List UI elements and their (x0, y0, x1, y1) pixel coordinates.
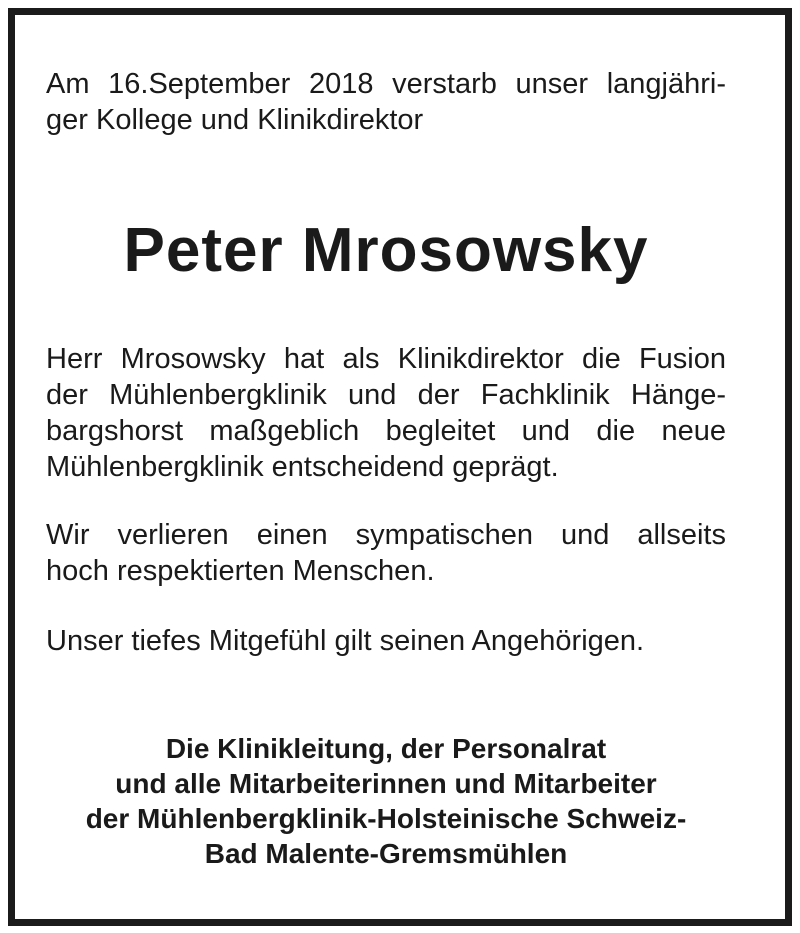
signature-line-3: der Mühlenbergklinik-Holsteinische Schweiz- (85, 803, 687, 834)
intro-line-2: ger Kollege und Klinikdirektor (46, 104, 424, 136)
signature-block (28, 731, 744, 871)
tribute-line-3: bargshorst maßgeblich begleitet und die neue (46, 415, 726, 447)
loss-line-2: hoch respektierten Menschen. (46, 555, 435, 587)
tribute-line-2: der Mühlenbergklinik und der Fachklinik Hänge- (46, 379, 726, 411)
obituary-content (46, 66, 726, 869)
intro-paragraph (46, 66, 726, 138)
tribute-line-1: Herr Mrosowsky hat als Klinikdirektor die Fusion (46, 343, 726, 375)
signature-line-1: Die Klinikleitung, der Personalrat (165, 733, 607, 764)
tribute-line-4: Mühlenbergklinik entscheidend geprägt. (46, 451, 559, 483)
loss-paragraph (46, 517, 726, 589)
signature-line-4: Bad Malente-Gremsmühlen (204, 838, 568, 869)
condolence-paragraph (46, 623, 726, 659)
tribute-paragraph (46, 341, 726, 485)
deceased-name: Peter Mrosowsky (123, 216, 649, 285)
signature-line-2: und alle Mitarbeiterinnen und Mitarbeiter (115, 768, 657, 799)
loss-line-1: Wir verlieren einen sympatischen und allseits (46, 519, 726, 551)
intro-line-1: Am 16.September 2018 verstarb unser langjähri- (46, 68, 726, 100)
condolence-line-1: Unser tiefes Mitgefühl gilt seinen Angehörigen. (46, 625, 645, 657)
